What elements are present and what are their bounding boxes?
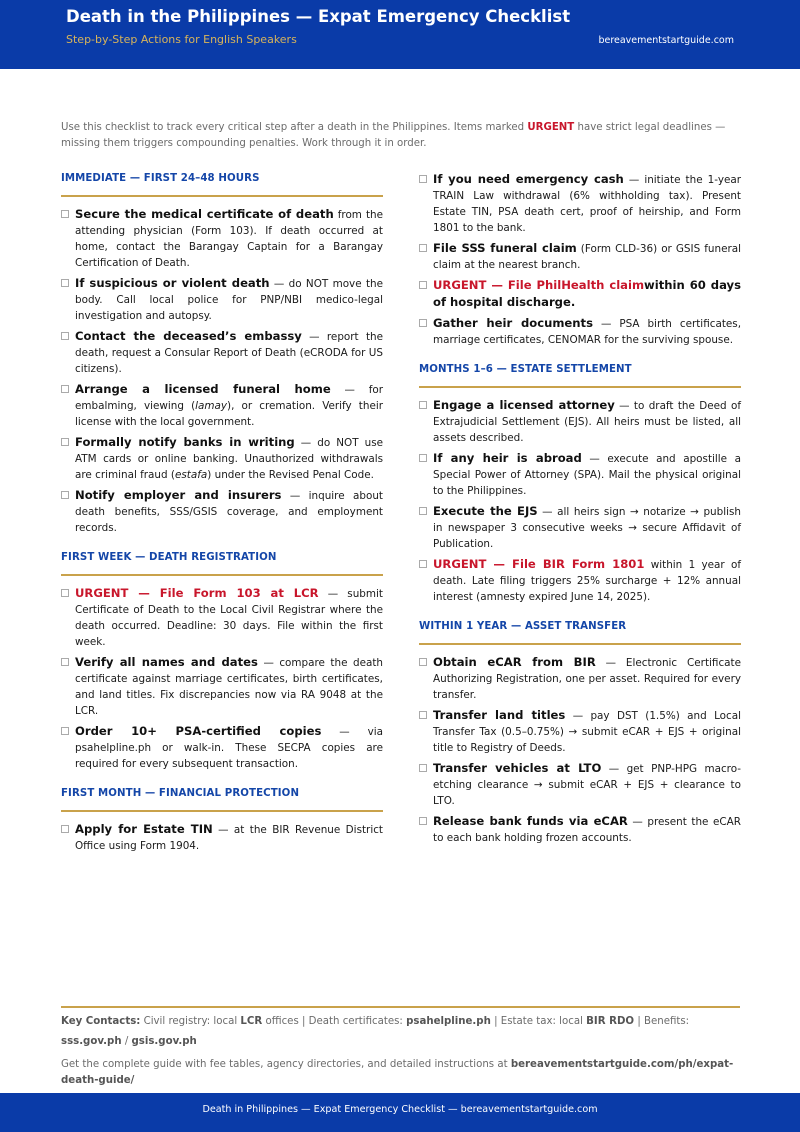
checkbox-icon[interactable] [419,560,427,568]
checklist-item[interactable]: URGENT — File PhilHealth claimwithin 60 days of hospital discharge. [419,277,741,311]
page-header [0,0,800,69]
checklist-item[interactable]: Apply for Estate TIN — at the BIR Revenue District Office using Form 1904. [61,821,383,854]
checkbox-icon[interactable] [61,589,69,597]
section-title-first-month: FIRST MONTH — FINANCIAL PROTECTION [61,786,383,812]
psahelpline-link[interactable]: psahelpline.ph [406,1016,491,1027]
section-title-first-week: FIRST WEEK — DEATH REGISTRATION [61,550,383,576]
checklist-item[interactable]: Transfer land titles — pay DST (1.5%) and Local Transfer Tax (0.5–0.75%) → submit eCAR + EJS + original title to Registry of Deeds. [419,707,741,756]
footer-bar: Death in Philippines — Expat Emergency Checklist — bereavementstartguide.com [0,1093,800,1132]
checkbox-icon[interactable] [61,279,69,287]
checklist-item[interactable]: Secure the medical certificate of death from the attending physician (Form 103). If death occurred at home, contact the Barangay Captain for a Barangay Certification of Death. [61,206,383,271]
checklist-item[interactable]: If suspicious or violent death — do NOT move the body. Call local police for PNP/NBI medico-legal investigation and autopsy. [61,275,383,324]
checklist-item[interactable]: Notify employer and insurers — inquire about death benefits, SSS/GSIS coverage, and employment records. [61,487,383,536]
checklist-item[interactable]: Obtain eCAR from BIR — Electronic Certificate Authorizing Registration, one per asset. Required for every transfer. [419,654,741,703]
guide-link[interactable]: bereavementstartguide.com/ph/expat-death-guide/ [61,1059,734,1086]
checklist-item[interactable]: File SSS funeral claim (Form CLD-36) or GSIS funeral claim at the nearest branch. [419,240,741,273]
checklist-item[interactable]: Engage a licensed attorney — to draft the Deed of Extrajudicial Settlement (EJS). All heirs must be listed, all assets described. [419,397,741,446]
checkbox-icon[interactable] [61,825,69,833]
checklist-item[interactable]: Contact the deceased’s embassy — report the death, request a Consular Report of Death (eCRODA for US citizens). [61,328,383,377]
checklist-item[interactable]: If you need emergency cash — initiate the 1-year TRAIN Law withdrawal (6% withholding tax). Present Estate TIN, PSA death cert, proof of heirship, and Form 1801 to the bank. [419,171,741,236]
checkbox-icon[interactable] [419,401,427,409]
checkbox-icon[interactable] [419,711,427,719]
checkbox-icon[interactable] [419,507,427,515]
header-site-link[interactable]: bereavementstartguide.com [598,35,734,46]
gsis-link[interactable]: gsis.gov.ph [131,1036,197,1047]
sss-link[interactable]: sss.gov.ph [61,1036,122,1047]
checkbox-icon[interactable] [61,438,69,446]
checkbox-icon[interactable] [61,491,69,499]
checkbox-icon[interactable] [61,332,69,340]
checklist-item[interactable]: If any heir is abroad — execute and apostille a Special Power of Attorney (SPA). Mail the physical original to the Philippines. [419,450,741,499]
checkbox-icon[interactable] [419,244,427,252]
checkbox-icon[interactable] [419,658,427,666]
footer-divider [61,1006,740,1008]
checkbox-icon[interactable] [61,385,69,393]
urgent-keyword: URGENT [527,122,575,133]
section-title-year: WITHIN 1 YEAR — ASSET TRANSFER [419,619,741,645]
checkbox-icon[interactable] [61,658,69,666]
checklist-item[interactable]: Arrange a licensed funeral home — for embalming, viewing (lamay), or cremation. Verify their license with the local government. [61,381,383,430]
page-title: Death in the Philippines — Expat Emergency Checklist [66,7,571,26]
checkbox-icon[interactable] [61,727,69,735]
checkbox-icon[interactable] [419,175,427,183]
checkbox-icon[interactable] [61,210,69,218]
section-title-immediate: IMMEDIATE — FIRST 24–48 HOURS [61,171,383,197]
section-title-months: MONTHS 1–6 — ESTATE SETTLEMENT [419,362,741,388]
checkbox-icon[interactable] [419,454,427,462]
checkbox-icon[interactable] [419,817,427,825]
checkbox-icon[interactable] [419,764,427,772]
checklist-item[interactable]: URGENT — File Form 103 at LCR — submit Certificate of Death to the Local Civil Registrar where the death occurred. Deadline: 30 days. File within the first week. [61,585,383,650]
checkbox-icon[interactable] [419,281,427,289]
checklist-item[interactable]: Execute the EJS — all heirs sign → notarize → publish in newspaper 3 consecutive weeks → secure Affidavit of Publication. [419,503,741,552]
checklist-item[interactable]: Order 10+ PSA-certified copies — via psahelpline.ph or walk-in. These SECPA copies are required for every subsequent transaction. [61,723,383,772]
checklist-item[interactable]: Release bank funds via eCAR — present the eCAR to each bank holding frozen accounts. [419,813,741,846]
right-column [419,171,741,850]
checklist-item[interactable]: Gather heir documents — PSA birth certificates, marriage certificates, CENOMAR for the surviving spouse. [419,315,741,348]
page-subtitle: Step-by-Step Actions for English Speakers [66,33,297,46]
checkbox-icon[interactable] [419,319,427,327]
key-contacts: Key Contacts: Civil registry: local LCR offices | Death certificates: psahelpline.ph | Estate tax: local BIR RDO | Benefits: sss.gov.ph / gsis.gov.ph [61,1016,690,1047]
guide-note: Get the complete guide with fee tables, agency directories, and detailed instructions at bereavementstartguide.com/ph/expat-death-guide/ [61,1059,734,1086]
checklist-item[interactable]: Formally notify banks in writing — do NOT use ATM cards or online banking. Unauthorized withdrawals are criminal fraud (estafa) under the Revised Penal Code. [61,434,383,483]
checklist-item[interactable]: Verify all names and dates — compare the death certificate against marriage certificates, birth certificates, and land titles. Fix discrepancies now via RA 9048 at the LCR. [61,654,383,719]
intro-paragraph: Use this checklist to track every critical step after a death in the Philippines. Items marked URGENT have strict legal deadlines — missing them triggers compounding penalties. Work through it in order. [61,122,726,149]
checklist-item[interactable]: Transfer vehicles at LTO — get PNP-HPG macro-etching clearance → submit eCAR + EJS + clearance to LTO. [419,760,741,809]
checklist-item[interactable]: URGENT — File BIR Form 1801 within 1 year of death. Late filing triggers 25% surcharge + 12% annual interest (amnesty expired June 14, 2025). [419,556,741,605]
left-column [61,171,383,858]
